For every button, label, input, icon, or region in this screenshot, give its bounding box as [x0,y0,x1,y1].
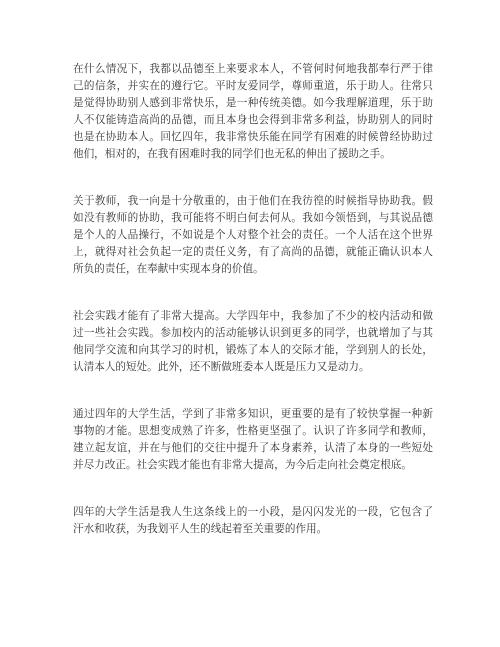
paragraph-2: 关于教师，我一向是十分敬重的，由于他们在我彷徨的时候指导协助我。假如没有教师的协助，我可能将不明白何去何从。我如今领悟到，与其说品德是个人的人品操行，不如说是个人对整个社会的责任。一个人活在这个世界上，就得对社会负起一定的责任义务，有了高尚的品德，就能正确认识本人所负的责任，在奉献中实现本身的价值。 [73,195,433,275]
paragraph-1: 在什么情况下，我都以品德至上来要求本人，不管何时何地我都奉行严于律己的信条，并实在的遵行它。平时友爱同学，尊师重道，乐于助人。往常只是觉得协助别人感到非常快乐，是一种传统美德。如今我理解道理，乐于助人不仅能铸造高尚的品德，而且本身也会得到非常多利益，协助别人的同时也是在协助本人。回忆四年，我非常快乐能在同学有困难的时候曾经协助过他们，相对的，在我有困难时我的同学们也无私的伸出了援助之手。 [73,63,433,160]
paragraph-3: 社会实践才能有了非常大提高。大学四年中，我参加了不少的校内活动和做过一些社会实践。参加校内的活动能够认识到更多的同学，也就增加了与其他同学交流和向其学习的时机，锻炼了本人的交际才能，学到别人的长处，认清本人的短处。此外，还不断做班委本人既是压力又是动力。 [73,310,433,373]
paragraph-4: 通过四年的大学生活，学到了非常多知识，更重要的是有了较快掌握一种新事物的才能。思想变成熟了许多，性格更坚强了。认识了许多同学和教师，建立起友谊，并在与他们的交往中提升了本身素养，认清了本身的一些短处并尽力改正。社会实践才能也有非常大提高，为今后走向社会奠定根底。 [73,408,433,471]
paragraph-5: 四年的大学生活是我人生这条线上的一小段，是闪闪发光的一段，它包含了汗水和收获，为我划平人生的线起着至关重要的作用。 [73,506,433,535]
document-body [73,61,433,538]
